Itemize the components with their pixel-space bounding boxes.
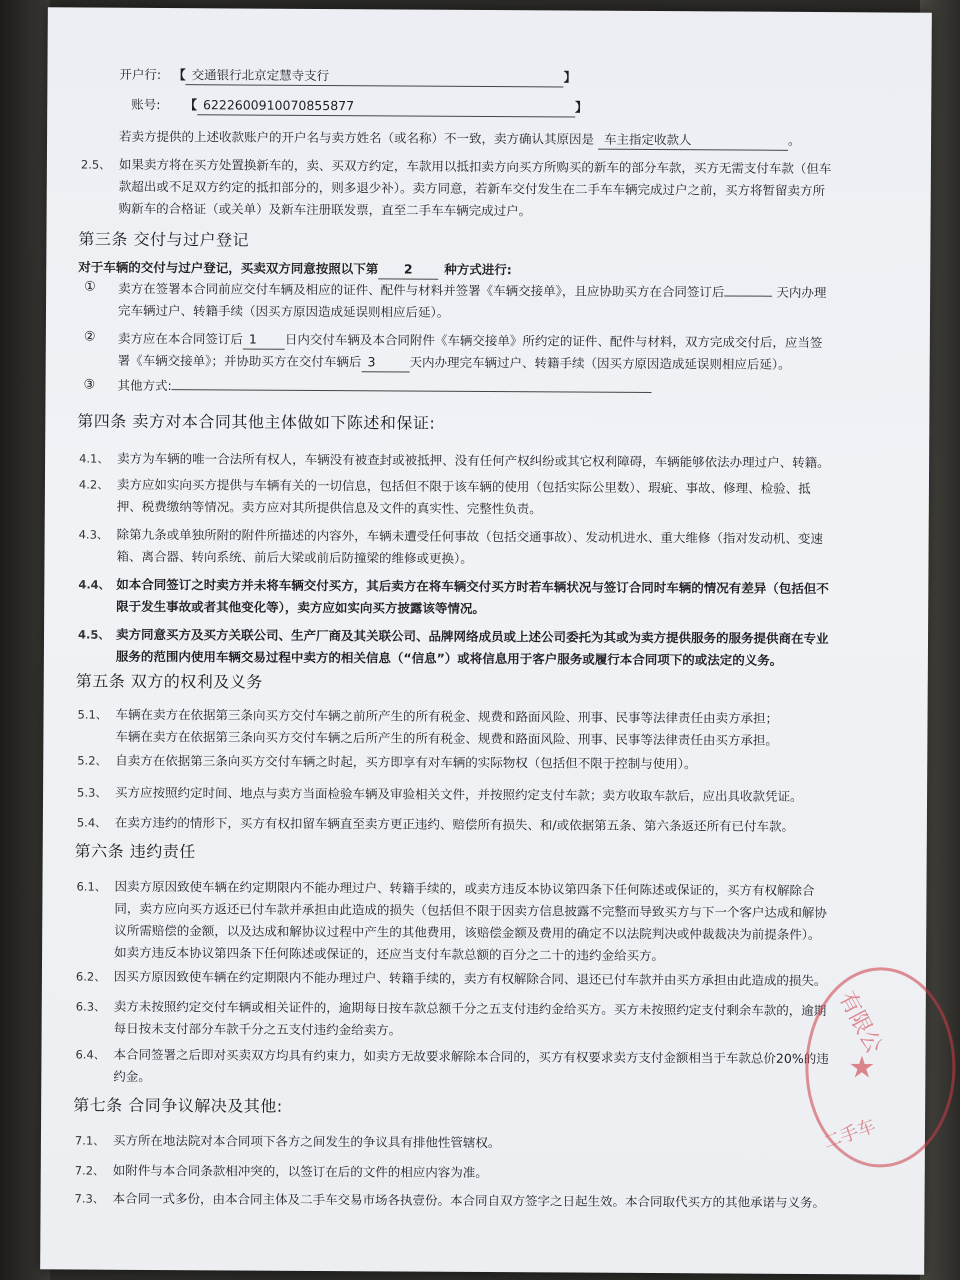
article-6-heading: 第六条 违约责任 [74,841,196,862]
clause-line: 款超出或不足双方约定的抵扣部分的，则多退少补）。卖方同意，若新车交付发生在二手车车辆完成过户之前，买方将暂留卖方所 [118,178,826,199]
clause-6-4 [75,1044,895,1093]
clause-number: 7.3、 [74,1191,105,1206]
option-2-days-value: 1 [243,331,285,350]
option-2-text-a: 卖方应在本合同签订后 [117,330,243,347]
clause-line: 车辆在卖方在依据第三条向买方交付车辆之前所产生的所有税金、规费和路面风险、刑事、民事等法律责任由卖方承担； [115,706,779,726]
option-1-text-c: 完车辆过户、转籍手续（因买方原因造成延误则相应后延）。 [117,302,450,320]
clause-number: 6.2、 [75,969,106,984]
bracket-open: 【 [173,67,186,83]
clause-line: 本合同签署之后即对买卖双方均具有约束力，如卖方无故要求解除本合同的，买方有权要求卖方支付金额相当于车款总价20%的违 [113,1046,829,1067]
clause-6-1 [76,876,897,969]
clause-7-2 [75,1159,895,1186]
clause-line: 自卖方在依据第三条向买方交付车辆之时起，买方即享有对车辆的实际物权（包括但不限于控制与使用）。 [115,752,697,772]
option-2-transfer-days-value: 3 [361,353,409,372]
clause-number: 4.3、 [78,527,109,542]
clause-5-4 [77,812,897,839]
clause-line: 如果卖方将在买方处置换新车的，卖、买双方约定，车款用以抵扣卖方向买方所购买的新车的部分车款，买方无需支付车款（但车 [118,156,832,177]
reason-end: 。 [788,132,801,148]
article-7-heading: 第七条 合同争议解决及其他: [73,1095,283,1116]
clause-7-1 [75,1129,895,1156]
clause-number: 4.5、 [77,627,110,642]
clause-line: 同，卖方应向买方返还已付车款并承担由此造成的损失（包括但不限于因卖方信息披露不完整而导致买方与下一个客户达成和解协 [114,900,827,921]
clause-5-1 [77,704,897,753]
option-1-text-a: 卖方在签署本合同前应交付车辆及相应的证件、配件与材料并签署《车辆交接单》，且应协助买方在合同签订后 [118,280,725,300]
clause-number: 5.4、 [76,815,107,830]
account-row [131,94,587,119]
option-2 [118,328,908,377]
clause-number: 5.1、 [77,707,108,722]
option-3-mark: ③ [83,377,96,393]
clause-line: 约金。 [113,1068,151,1084]
option-3 [117,375,651,400]
clause-number: 7.1、 [74,1133,105,1148]
option-2-text-d: 天内办理完车辆过户、转籍手续（因买方原因造成延误则相应后延）。 [409,354,791,372]
option-2-text-b: 日内交付车辆及本合同附件《车辆交接单》所约定的证件、配件与材料，双方完成交付后，应当签 [284,331,823,351]
clause-number: 4.2、 [78,477,109,492]
clause-line: 在卖方违约的情形下，买方有权扣留车辆直至卖方更正违约、赔偿所有损失、和/或依据第五条、第六条返还所有已付车款。 [114,814,795,834]
clause-number: 6.3、 [75,999,106,1014]
bracket-open: 【 [184,97,198,113]
option-2-mark: ② [83,329,96,345]
clause-line: 议所需赔偿的金额，以及达成和解协议过程中产生的其他费用，该赔偿金额及费用的确定不以法院判决或仲裁裁决为前提条件）。 [114,922,821,943]
clause-4-2 [79,474,899,523]
clause-line: 购新车的合格证（或关单）及新车注册联发票，直至二手车车辆完成过户。 [118,200,532,219]
bank-name-value: 交通银行北京定慧寺支行 [186,66,564,87]
clause-line: 箱、离合器、转向系统、前后大梁或前后防撞梁的维修或更换）。 [116,548,473,566]
option-2-text-c: 署《车辆交接单》；并协助买方在交付车辆后 [117,352,362,370]
company-seal [805,967,956,1168]
clause-7-3 [75,1187,895,1214]
clause-6-2 [76,966,896,993]
clause-number: 6.4、 [75,1047,106,1062]
clause-line: 卖方为车辆的唯一合法所有权人，车辆没有被查封或被抵押、没有任何产权纠纷或其它权利障碍，车辆能够依法办理过户、转籍。 [117,450,830,471]
clause-line: 除第九条或单独所附的附件所描述的内容外，车辆未遭受任何事故（包括交通事故）、发动机进水、重大维修（指对发动机、变速 [116,526,823,547]
clause-line: 本合同一式多份，由本合同主体及二手车交易市场各执壹份。本合同自双方签字之日起生效。本合同取代买方的其他承诺与义务。 [112,1190,826,1211]
clause-number: 4.1、 [79,451,109,466]
clause-5-2 [77,750,897,777]
clause-4-4 [78,574,898,623]
clause-2-5 [81,154,901,225]
clause-number: 2.5、 [80,157,111,172]
clause-line: 如附件与本合同条款相冲突的，以签订在后的文件的相应内容为准。 [112,1162,488,1181]
option-1-days-blank [724,295,772,296]
contract-content [40,7,932,1274]
clause-line: 如本合同签订之时卖方并未将车辆交付买方，其后卖方在将车辆交付买方时若车辆状况与签订合同时车辆的情况有差异（包括但不 [116,576,829,597]
option-1 [118,278,908,327]
clause-line: 车辆在卖方在依据第三条向买方交付车辆之后所产生的所有税金、规费和路面风险、刑事、民事等法律责任由买方承担。 [115,728,778,748]
clause-4-3 [78,524,898,573]
clause-line: 买方应按照约定时间、地点与卖方当面检验车辆及审验相关文件，并按照约定支付车款；卖方收取车款后，应出具收款凭证。 [115,784,803,804]
bracket-close: 】 [563,69,577,85]
clause-number: 7.2、 [74,1163,105,1178]
article-3-heading: 第三条 交付与过户登记 [78,229,250,250]
option-3-blank [172,389,652,393]
clause-line: 因买方原因致使车辆在约定期限内不能办理过户、转籍手续的，卖方有权解除合同、退还已付车款并由买方承担由此造成的损失。 [113,968,827,989]
reason-row [119,126,801,152]
seal-text-bottom: 二手车 [820,1115,879,1154]
contract-page [40,7,932,1274]
clause-4-1 [79,448,899,475]
clause-line: 限于发生事故或者其他变化等），卖方应如实向买方披露该等情况。 [116,598,486,616]
clause-4-5 [78,624,898,673]
option-1-mark: ① [84,279,96,295]
intro-text-a: 对于车辆的交付与过户登记，买卖双方同意按照以下第 [78,259,379,277]
clause-line: 卖方未按照约定交付车辆或相关证件的，逾期每日按车款总额千分之五支付违约金给买方。买方未按照约定支付剩余车款的，逾期 [113,998,827,1019]
clause-number: 5.3、 [77,785,107,800]
clause-number: 4.4、 [78,577,111,592]
clause-line: 每日按未支付部分车款千分之五支付违约金给卖方。 [113,1020,402,1038]
clause-line: 因卖方原因致使车辆在约定期限内不能办理过户、转籍手续的，或卖方违反本协议第四条下任何陈述或保证的，买方有权解除合 [114,878,815,899]
article-4-heading: 第四条 卖方对本合同其他主体做如下陈述和保证: [77,411,436,433]
intro-text-b: 种方式进行: [444,261,512,278]
clause-6-3 [76,996,896,1045]
bank-name-row [119,64,576,89]
option-1-text-b: 天内办理 [776,284,827,301]
clause-line: 卖方应如实向买方提供与车辆有关的一切信息，包括但不限于该车辆的使用（包括实际公里数）、瑕疵、事故、修理、检验、抵 [116,476,811,496]
clause-number: 5.2、 [77,753,108,768]
clause-number: 6.1、 [76,879,107,894]
account-label: 账号: [131,96,161,113]
intro-method-value: 2 [378,260,438,279]
clause-line: 买方所在地法院对本合同项下各方之间发生的争议具有排他性管辖权。 [112,1132,501,1151]
seal-star-icon: ★ [848,1050,876,1086]
reason-text: 若卖方提供的上述收款账户的开户名与卖方姓名（或名称）不一致，卖方确认其原因是 [119,128,595,147]
reason-value: 车主指定收款人 [598,131,788,151]
bracket-close: 】 [574,99,588,115]
bank-name-label: 开户行: [119,66,162,83]
article-5-heading: 第五条 双方的权利及义务 [75,671,263,692]
clause-5-3 [77,782,897,809]
seal-text-top: 有限公 [833,987,887,1058]
clause-line: 如卖方违反本协议第四条下任何陈述或保证的，还应当支付车款总额的百分之二十的违约金给买方。 [114,944,665,964]
account-value: 6222600910070855877 [197,96,575,117]
clause-line: 押、税费缴纳等情况。卖方应对其所提供信息及文件的真实性、完整性负责。 [116,498,542,517]
clause-line: 服务的范围内使用车辆交易过程中卖方的相关信息（“信息”）或将信息用于客户服务或履行本合同项下的或法定的义务。 [115,648,783,668]
option-3-label: 其他方式: [117,377,172,394]
clause-line: 卖方同意买方及买方关联公司、生产厂商及其关联公司、品牌网络成员或上述公司委托为其或为卖方提供服务的服务提供商在专业 [115,626,829,647]
